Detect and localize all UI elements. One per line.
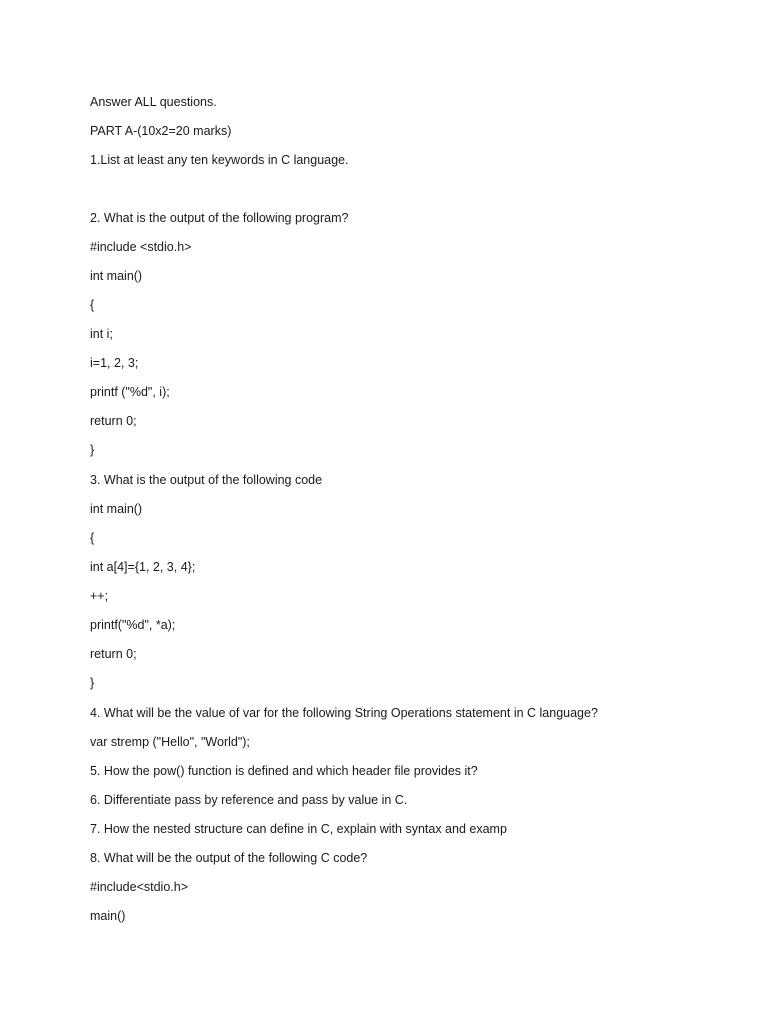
code-line: return 0; (90, 414, 137, 428)
code-line: i=1, 2, 3; (90, 356, 139, 370)
code-line: ++; (90, 589, 109, 603)
code-line: int main() (90, 502, 143, 516)
question-6: 6. Differentiate pass by reference and pass by value in C. (90, 793, 408, 807)
code-line: #include<stdio.h> (90, 880, 188, 894)
question-4: 4. What will be the value of var for the following String Operations statement in C language? (90, 706, 598, 720)
code-line: } (90, 676, 95, 690)
code-line: { (90, 298, 95, 312)
question-8: 8. What will be the output of the following C code? (90, 851, 368, 865)
code-line: printf("%d", *a); (90, 618, 176, 632)
question-7: 7. How the nested structure can define in C, explain with syntax and examp (90, 822, 507, 836)
question-1: 1.List at least any ten keywords in C language. (90, 153, 349, 167)
code-line: int a[4]={1, 2, 3, 4}; (90, 560, 196, 574)
instruction-line: Answer ALL questions. (90, 95, 217, 109)
code-line: return 0; (90, 647, 137, 661)
question-2: 2. What is the output of the following program? (90, 211, 349, 225)
code-line: } (90, 443, 95, 457)
part-heading: PART A-(10x2=20 marks) (90, 124, 232, 138)
code-line: #include <stdio.h> (90, 240, 192, 254)
code-line: int main() (90, 269, 143, 283)
code-line: main() (90, 909, 126, 923)
question-3: 3. What is the output of the following code (90, 473, 323, 487)
code-line: int i; (90, 327, 113, 341)
code-line: printf ("%d", i); (90, 385, 170, 399)
code-line: var stremp ("Hello", "World"); (90, 735, 250, 749)
question-5: 5. How the pow() function is defined and which header file provides it? (90, 764, 478, 778)
code-line: { (90, 531, 95, 545)
